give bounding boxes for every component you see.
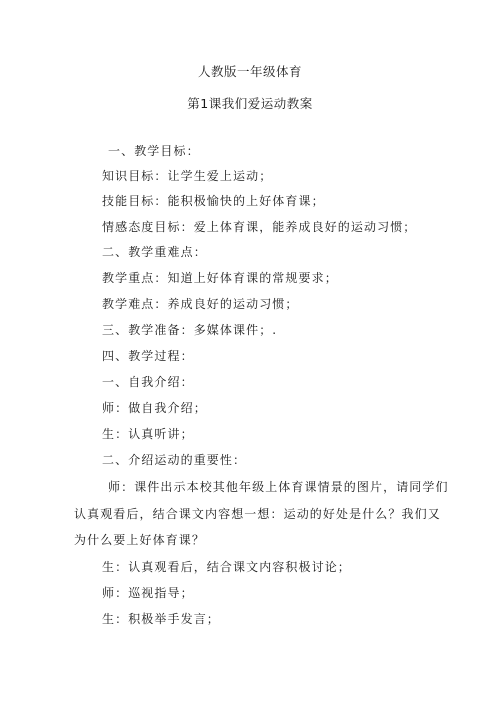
section-process: 四、教学过程： [102, 349, 194, 363]
section-preparation: 三、教学准备：多媒体课件；. [102, 323, 278, 337]
paragraph-line-3: 为什么要上好体育课？ [74, 533, 206, 547]
student-speak: 生：积极举手发言； [102, 612, 220, 626]
teacher-guide: 师：巡视指导； [102, 586, 194, 600]
student-listen: 生：认真听讲； [102, 427, 194, 441]
student-discuss: 生：认真观看后，结合课文内容积极讨论； [102, 560, 351, 574]
knowledge-goal: 知识目标：让学生爱上运动； [102, 169, 273, 183]
teaching-difficulty: 教学难点：养成良好的运动习惯； [102, 297, 299, 311]
paragraph-line-2: 认真观看后，结合课文内容想一想：运动的好处是什么？我们又 [74, 507, 441, 521]
step-self-intro: 一、自我介绍： [102, 375, 194, 389]
paragraph-line-1: 师：课件出示本校其他年级上体育课情景的图片，请同学们 [108, 480, 449, 494]
attitude-goal: 情感态度目标：爱上体育课，能养成良好的运动习惯； [102, 220, 417, 234]
section-teaching-goals: 一、教学目标： [108, 144, 200, 158]
section-key-points: 二、教学重难点： [102, 245, 207, 259]
skill-goal: 技能目标：能积极愉快的上好体育课； [102, 194, 325, 208]
document-title: 人教版一年级体育 [197, 64, 302, 79]
step-importance: 二、介绍运动的重要性： [102, 453, 247, 467]
teaching-focus: 教学重点：知道上好体育课的常规要求； [102, 271, 338, 285]
teacher-intro: 师：做自我介绍； [102, 401, 207, 415]
document-subtitle: 第1课我们爱运动教案 [187, 96, 313, 111]
